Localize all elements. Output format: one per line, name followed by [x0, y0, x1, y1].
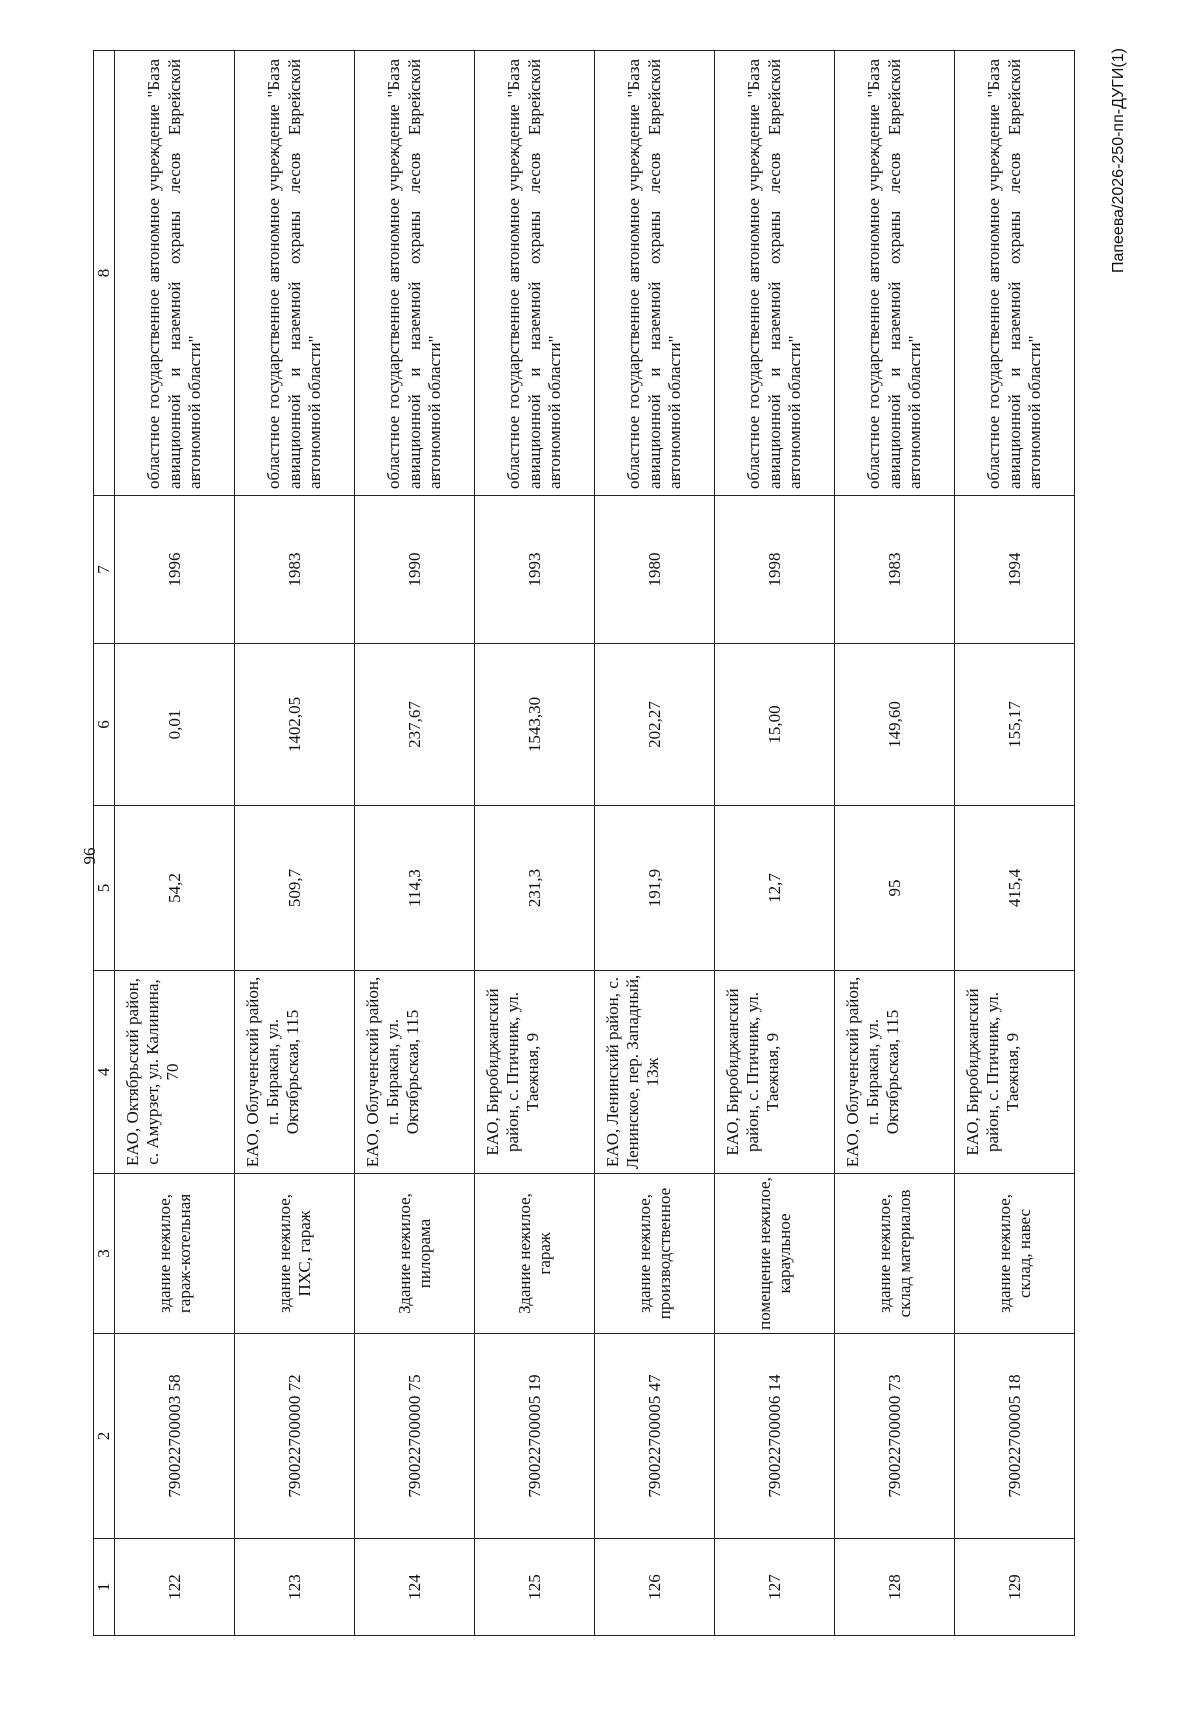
value-cell: 155,17 [955, 644, 1075, 806]
year-cell: 1983 [235, 496, 355, 644]
value-cell: 0,01 [115, 644, 235, 806]
year-cell: 1996 [115, 496, 235, 644]
column-header: 4 [94, 971, 115, 1174]
value-cell: 15,00 [715, 644, 835, 806]
object-name-cell: здание нежилое, ПХС, гараж [235, 1174, 355, 1334]
column-header: 1 [94, 1539, 115, 1636]
page-number: 96 [80, 847, 99, 865]
row-number-cell: 128 [835, 1539, 955, 1636]
area-cell: 231,3 [475, 806, 595, 971]
row-number-cell: 123 [235, 1539, 355, 1636]
table-row [475, 51, 595, 1636]
cadastral-number-cell: 790022700000 72 [235, 1334, 355, 1539]
holder-cell: областное государственное автономное учреждение "База авиационной и наземной охраны лесов Еврейской автономной области" [475, 51, 595, 496]
object-name-cell: здание нежилое, склад, навес [955, 1174, 1075, 1334]
row-number-cell: 124 [355, 1539, 475, 1636]
column-header: 5 [94, 806, 115, 971]
holder-cell: областное государственное автономное учреждение "База авиационной и наземной охраны лесов Еврейской автономной области" [835, 51, 955, 496]
object-name-cell: здание нежилое, производственное [595, 1174, 715, 1334]
cadastral-number-cell: 790022700005 47 [595, 1334, 715, 1539]
table-row [715, 51, 835, 1636]
object-name-cell: здание нежилое, склад материалов [835, 1174, 955, 1334]
table-row [835, 51, 955, 1636]
column-header: 2 [94, 1334, 115, 1539]
value-cell: 149,60 [835, 644, 955, 806]
holder-cell: областное государственное автономное учреждение "База авиационной и наземной охраны лесов Еврейской автономной области" [115, 51, 235, 496]
year-cell: 1993 [475, 496, 595, 644]
cadastral-number-cell: 790022700000 73 [835, 1334, 955, 1539]
cadastral-number-cell: 790022700006 14 [715, 1334, 835, 1539]
column-header: 6 [94, 644, 115, 806]
year-cell: 1998 [715, 496, 835, 644]
property-table [93, 50, 1075, 1636]
area-cell: 191,9 [595, 806, 715, 971]
area-cell: 12,7 [715, 806, 835, 971]
address-cell: ЕАО, Облученский район, п. Биракан, ул. Октябрьская, 115 [235, 971, 355, 1174]
area-cell: 509,7 [235, 806, 355, 971]
cadastral-number-cell: 790022700005 18 [955, 1334, 1075, 1539]
column-header: 8 [94, 51, 115, 496]
value-cell: 1402,05 [235, 644, 355, 806]
area-cell: 114,3 [355, 806, 475, 971]
year-cell: 1983 [835, 496, 955, 644]
year-cell: 1994 [955, 496, 1075, 644]
holder-cell: областное государственное автономное учреждение "База авиационной и наземной охраны лесов Еврейской автономной области" [355, 51, 475, 496]
table-row [595, 51, 715, 1636]
table-row [115, 51, 235, 1636]
table-row [355, 51, 475, 1636]
holder-cell: областное государственное автономное учреждение "База авиационной и наземной охраны лесов Еврейской автономной области" [955, 51, 1075, 496]
value-cell: 237,67 [355, 644, 475, 806]
value-cell: 202,27 [595, 644, 715, 806]
row-number-cell: 122 [115, 1539, 235, 1636]
column-header: 7 [94, 496, 115, 644]
address-cell: ЕАО, Биробиджанский район, с. Птичник, ул. Таежная, 9 [955, 971, 1075, 1174]
object-name-cell: Здание нежилое, пилорама [355, 1174, 475, 1334]
cadastral-number-cell: 790022700000 75 [355, 1334, 475, 1539]
area-cell: 54,2 [115, 806, 235, 971]
row-number-cell: 126 [595, 1539, 715, 1636]
column-header: 3 [94, 1174, 115, 1334]
table-row [235, 51, 355, 1636]
row-number-cell: 129 [955, 1539, 1075, 1636]
address-cell: ЕАО, Облученский район, п. Биракан, ул. Октябрьская, 115 [835, 971, 955, 1174]
address-cell: ЕАО, Биробиджанский район, с. Птичник, ул. Таежная, 9 [715, 971, 835, 1174]
year-cell: 1980 [595, 496, 715, 644]
object-name-cell: помещение нежилое, караульное [715, 1174, 835, 1334]
address-cell: ЕАО, Биробиджанский район, с. Птичник, ул. Таежная, 9 [475, 971, 595, 1174]
holder-cell: областное государственное автономное учреждение "База авиационной и наземной охраны лесов Еврейской автономной области" [715, 51, 835, 496]
address-cell: ЕАО, Октябрьский район, с. Амурзет, ул. Калинина, 70 [115, 971, 235, 1174]
address-cell: ЕАО, Ленинский район, с. Ленинское, пер. Западный, 13ж [595, 971, 715, 1174]
cadastral-number-cell: 790022700003 58 [115, 1334, 235, 1539]
area-cell: 415,4 [955, 806, 1075, 971]
row-number-cell: 127 [715, 1539, 835, 1636]
area-cell: 95 [835, 806, 955, 971]
cadastral-number-cell: 790022700005 19 [475, 1334, 595, 1539]
document-footer: Папеева/2026-250-пп-ДУГИ(1) [1110, 48, 1127, 274]
table-header-row [94, 51, 115, 1636]
row-number-cell: 125 [475, 1539, 595, 1636]
year-cell: 1990 [355, 496, 475, 644]
object-name-cell: здание нежилое, гараж-котельная [115, 1174, 235, 1334]
table-row [955, 51, 1075, 1636]
holder-cell: областное государственное автономное учреждение "База авиационной и наземной охраны лесов Еврейской автономной области" [595, 51, 715, 496]
address-cell: ЕАО, Облученский район, п. Биракан, ул. Октябрьская, 115 [355, 971, 475, 1174]
value-cell: 1543,30 [475, 644, 595, 806]
object-name-cell: Здание нежилое, гараж [475, 1174, 595, 1334]
holder-cell: областное государственное автономное учреждение "База авиационной и наземной охраны лесов Еврейской автономной области" [235, 51, 355, 496]
